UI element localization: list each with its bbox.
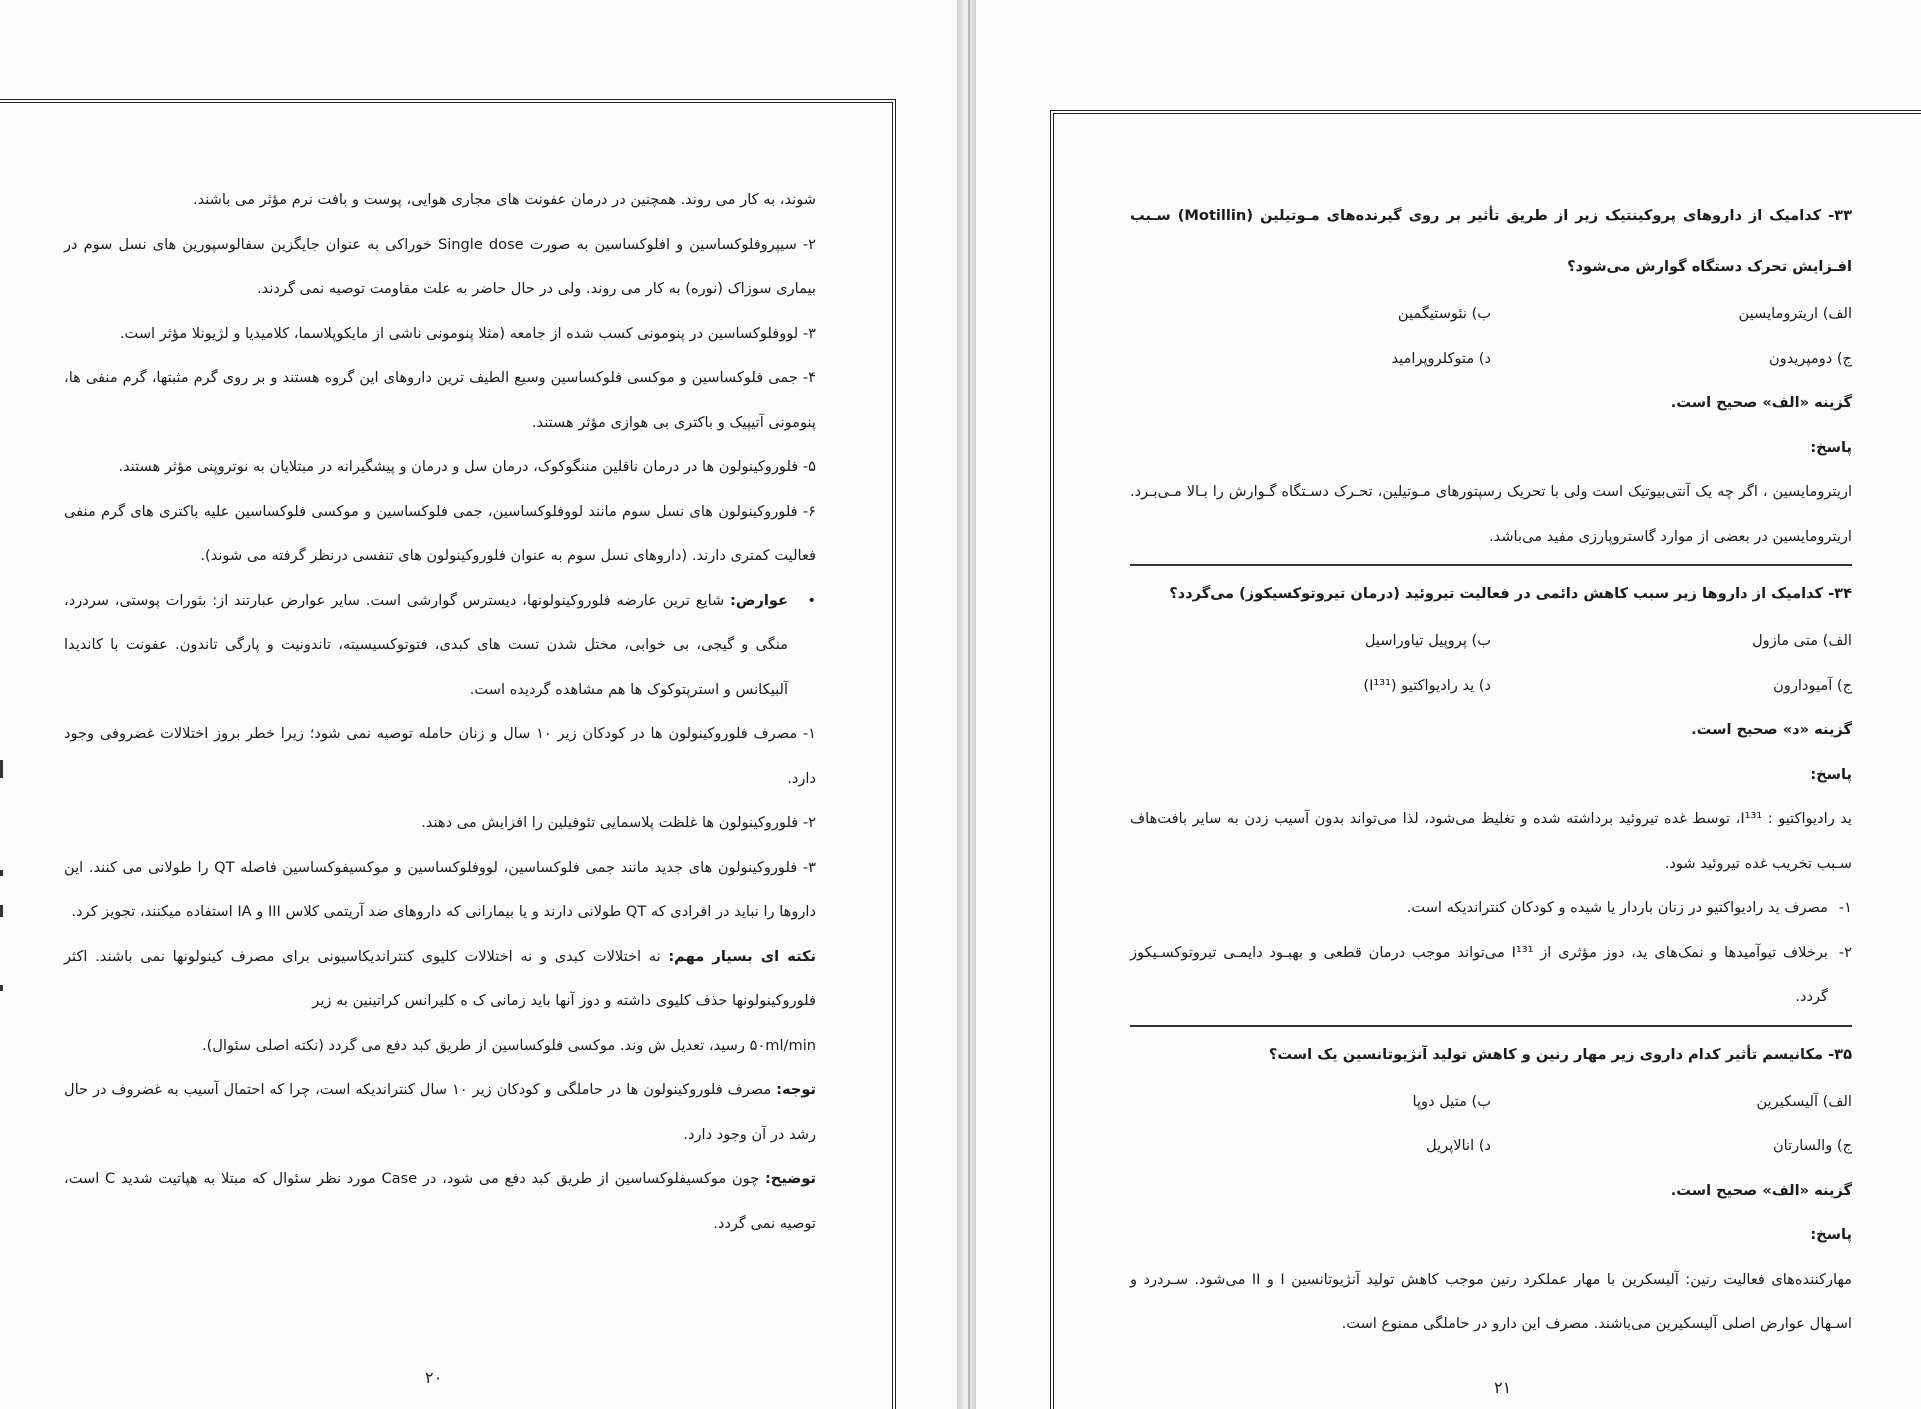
explanation-text: چون موکسیفلوکساسین از طریق کبد دفع می شود، در Case مورد نظر سئوال که مبتلا به هپاتیت شدید C است، توصیه نمی گردد.: [64, 1170, 816, 1232]
important-text: نه اختلالات کبدی و نه اختلالات کلیوی کنترانديکاسیونی برای مصرف کینولونها نمی باشند. اکثر فلوروکینولونها حذف کلیوی داشته و دوز آنها باید زمانی ک ه کلیرانس کراتینین به زیر: [64, 947, 816, 1009]
option-d: د) متوکلروپرامید: [1391, 349, 1491, 367]
question-separator: [1130, 1025, 1852, 1027]
option-b: ب) پروپیل تیاوراسیل: [1364, 632, 1491, 649]
side-effects-item: [64, 579, 816, 713]
attention-note: [64, 1068, 816, 1157]
question-options: [1130, 292, 1852, 381]
question-title: ۳۵- مکانیسم تأثیر کدام داروی زیر مهار رنین و کاهش تولید آنژیوتانسین یک است؟: [1268, 1045, 1852, 1063]
side-effects-label: عوارض:: [730, 591, 788, 609]
note-number: ۲-: [1838, 943, 1852, 961]
explanation-note: [64, 1157, 816, 1246]
scan-edge-mark: [0, 870, 3, 876]
page-number-left: ۲۰: [425, 1368, 443, 1387]
option-c: ج) آمیودارون: [1773, 676, 1852, 694]
answer-text: ید رادیواکتیو : I¹³¹، توسط غده تیروئید برداشته شده و تغلیظ می‌شود، لذا می‌تواند بدون آسیب زدن به سایر بافت‌هاف سـبب تخریب غده تیروئید شود.: [1130, 810, 1852, 872]
option-a: الف) آلیسکیرین: [1756, 1092, 1852, 1110]
note-item: ۱- مصرف فلوروکینولون ها در کودکان زیر ۱۰ سال و زنان حامله توصیه نمی شود؛ زیرا خطر بروز اختلالات غضروفی وجود دارد.: [64, 725, 816, 787]
correct-option: گزینه «الف» صحیح است.: [1670, 394, 1852, 411]
important-label: نکته ای بسیار مهم:: [668, 947, 816, 965]
option-a: الف) اریترومایسین: [1738, 305, 1852, 322]
note-item: ۳- فلوروکینولون های جدید مانند جمی فلوکساسین، لووفلوکساسین و موکسیفوکساسین فاصله QT را طولانی می کنند. این داروها را نباید در افرادی که QT طولانی دارند و یا بیمارانی که داروهای ضد آریتمی کلاس III و IA استفاده میکنند، تجویز کرد.: [64, 858, 816, 920]
question-options: [1130, 619, 1852, 708]
note-text: برخلاف تیوآمیدها و نمک‌های ید، دوز مؤثری از I¹³¹ می‌تواند موجب درمان قطعی و بهبـود دایمـی تیروتوکسـیکوز گردد.: [1130, 943, 1828, 1005]
question-title: ۳۳- کدامیک از داروهای پروکینتیک زیر از طریق تأثیر بر روی گیرنده‌های مـوتیلین (Motillin) سـبب افـزایش تحرک دستگاه گوارش می‌شود؟: [1130, 207, 1852, 275]
option-b: ب) نئوستیگمین: [1397, 305, 1491, 322]
right-page-content: [1130, 190, 1852, 1347]
answer-label: پاسخ:: [1810, 438, 1852, 456]
attention-text: مصرف فلوروکینولون ها در حاملگی و کودکان زیر ۱۰ سال کنترانديکه است، چرا که احتمال آسیب به غضروف در حال رشد در آن وجود دارد.: [64, 1081, 816, 1143]
important-note-continued: ۵۰ml/min رسید، تعدیل ش وند. موکسی فلوکساسین از طریق کبد دفع می گردد (نکته اصلی سئوال).: [202, 1036, 816, 1054]
question-title: ۳۴- کدامیک از داروها زیر سبب کاهش دائمی در فعالیت تیروئید (درمان تیروتوکسیکوز) می‌گردد؟: [1169, 585, 1852, 602]
bullet-icon: •: [807, 591, 816, 609]
paragraph: ۵- فلوروکینولون ها در درمان ناقلین مننگوکوک، درمان سل و درمان و پیشگیرانه در مبتلایان به نوتروپنی مؤثر هستند.: [118, 458, 816, 475]
option-b: ب) متیل دوپا: [1412, 1092, 1491, 1110]
correct-option: گزینه «الف» صحیح است.: [1670, 1181, 1852, 1199]
gutter-line: [968, 0, 970, 1409]
question-35: [1130, 1029, 1852, 1347]
paragraph: ۲- سیپروفلوکساسین و افلوکساسین به صورت Single dose خوراکی به عنوان جایگزین سفالوسپورین های نسل سوم در بیماری سوزاک (نوره) به کار می روند. ولی در حال حاضر به علت مقاومت توصیه نمی گردند.: [64, 235, 816, 297]
option-d: د) انالاپریل: [1426, 1137, 1491, 1154]
important-note: [64, 935, 816, 1024]
question-separator: [1130, 564, 1852, 566]
question-34: [1130, 568, 1852, 1020]
scan-edge-mark: [0, 985, 3, 991]
page-number-right: ۲۱: [1494, 1378, 1512, 1397]
answer-note: [1130, 886, 1852, 931]
correct-option: گزینه «د» صحیح است.: [1691, 721, 1852, 738]
scan-edge-mark: [0, 760, 3, 778]
answer-text: اریترومایسین ، اگر چه یک آنتی‌بیوتیک است ولی با تحریک رسپتورهای مـوتیلین، تحـرک دسـتگاه گـوارش را بـالا مـی‌بـرد. اریترومایسین در بعضی از موارد گاستروپارزی مفید می‌باشد.: [1130, 483, 1852, 545]
paragraph: ۳- لووفلوکساسین در پنومونی کسب شده از جامعه (مثلا پنومونی ناشی از مایکوپلاسما، کلامیدیا و لژیونلا مؤثر است.: [119, 324, 816, 342]
option-a: الف) متی مازول: [1752, 632, 1852, 649]
answer-label: پاسخ:: [1810, 765, 1852, 783]
answer-text: مهارکننده‌های فعالیت رنین: آلیسکرین با مهار عملکرد رنین موجب کاهش تولید آنژیوتانسین I و II می‌شود. سـردرد و اسـهال عوارض اصلی آلیسکیرین می‌باشند. مصرف این دارو در حاملگی ممنوع است.: [1130, 1270, 1852, 1332]
paragraph: ۴- جمی فلوکساسین و موکسی فلوکساسین وسیع الطیف ترین داروهای این گروه هستند و بر روی گرم مثبتها، گرم منفی ها، پنومونی آتیپیک و باکتری بی هوازی مؤثر هستند.: [64, 369, 816, 431]
note-number: ۱-: [1838, 899, 1852, 916]
book-gutter: [957, 0, 976, 1409]
question-33: [1130, 190, 1852, 559]
answer-note: [1130, 931, 1852, 1020]
option-c: ج) دومپریدون: [1768, 349, 1852, 367]
option-d: د) ید رادیواکتیو (I¹³¹): [1363, 676, 1491, 694]
left-page: [0, 0, 957, 1409]
note-item: ۲- فلوروکینولون ها غلظت پلاسمایی تئوفیلین را افزایش می دهند.: [421, 814, 816, 831]
left-page-content: [64, 178, 816, 1246]
note-text: مصرف ید رادیواکتیو در زنان باردار یا شیده و کودکان کنترانديکه است.: [1406, 899, 1828, 916]
paragraph: ۶- فلوروکینولون های نسل سوم مانند لووفلوکساسین، جمی فلوکساسین و موکسی فلوکساسین علیه باکتری های گرم منفی فعالیت کمتری دارند. (داروهای نسل سوم به عنوان فلوروکینولون های تنفسی درنظر گرفته می شوند).: [64, 502, 816, 564]
answer-label: پاسخ:: [1810, 1226, 1852, 1243]
paragraph: شوند، به کار می روند. همچنین در درمان عفونت های مجاری هوایی، پوست و بافت نرم مؤثر می باشند.: [192, 191, 816, 208]
attention-label: توجه:: [776, 1081, 816, 1098]
side-effects-text: شایع ترین عارضه فلوروکینولونها، دیسترس گوارشی است. سایر عوارض عبارتند از: بثورات پوستی، سردرد، منگی و گیجی، بی خوابی، مختل شدن تست های کبدی، فتوتوکسیسیته، تاندونیت و پارگی تاندون. عفونت با کاندیدا آلبیکانس و استرپتوکوک ها هم مشاهده گردیده است.: [64, 591, 788, 698]
option-c: ج) والسارتان: [1772, 1137, 1852, 1154]
scan-edge-mark: [0, 905, 3, 917]
question-options: [1130, 1080, 1852, 1169]
right-page: [976, 0, 1921, 1409]
explanation-label: توضیح:: [764, 1170, 817, 1187]
